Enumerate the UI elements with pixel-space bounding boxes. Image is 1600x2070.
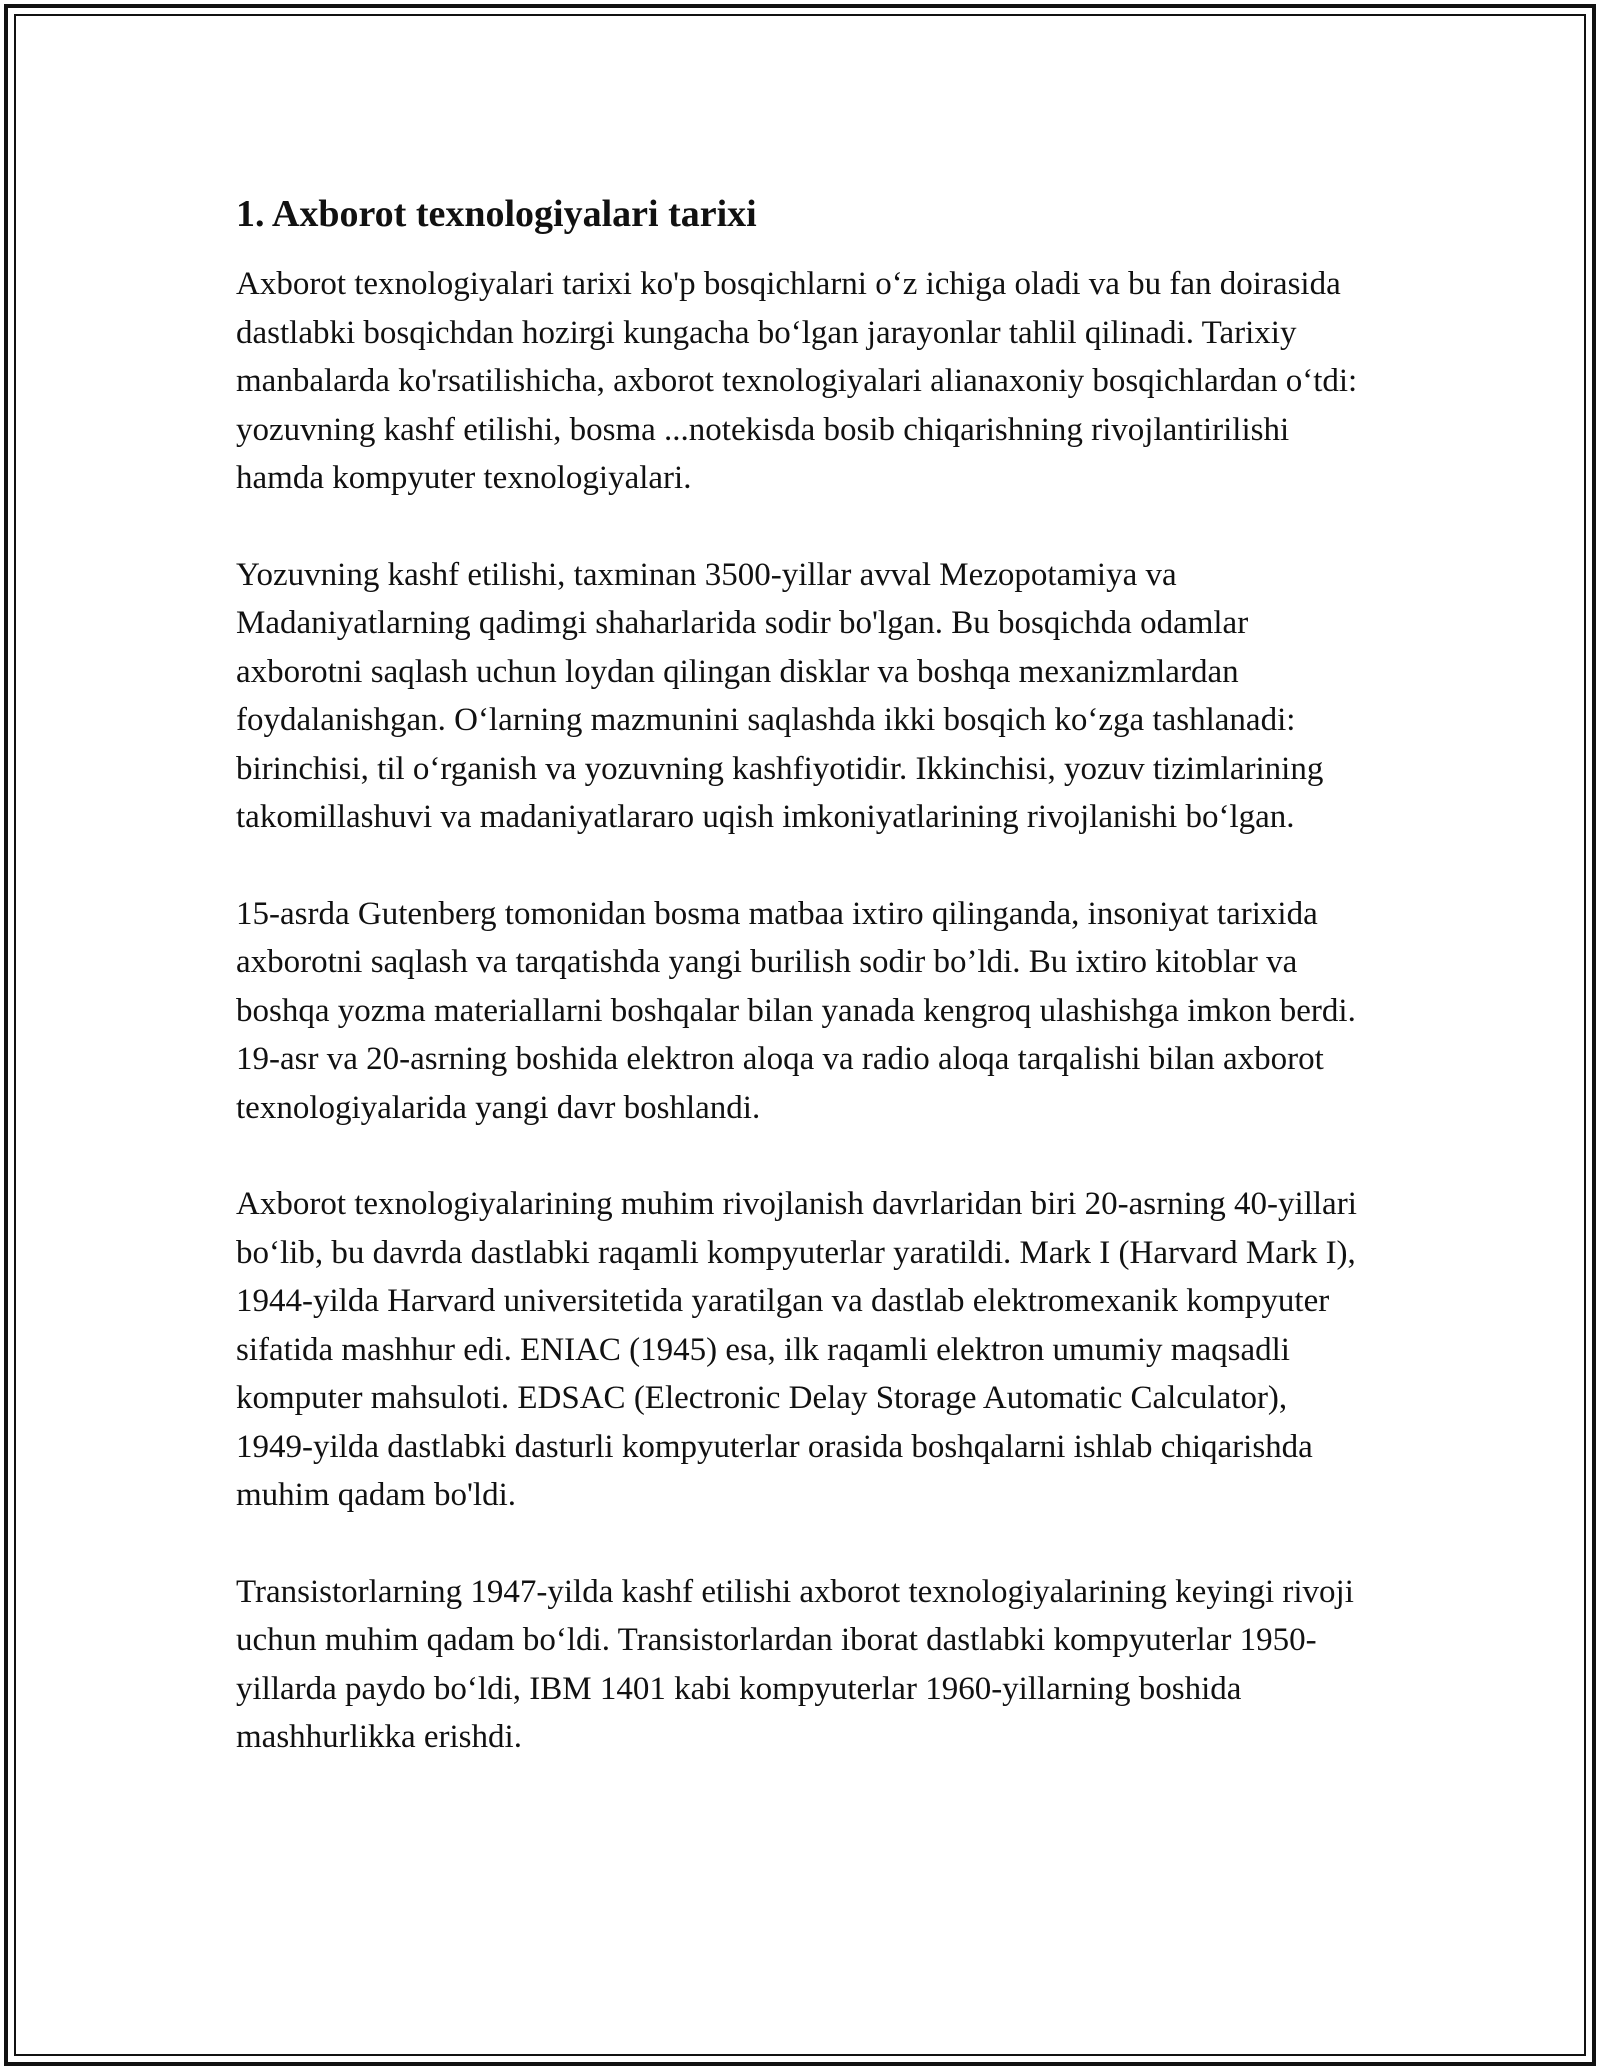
paragraph-2: Yozuvning kashf etilishi, taxminan 3500-yillar avval Mezopotamiya va Madaniyatlarning qadimgi shaharlarida sodir bo'lgan. Bu bosqichda odamlar axborotni saqlash uchun loydan qilingan disklar va boshqa mexanizmlardan foydalanishgan. O‘larning mazmunini saqlashda ikki bosqich ko‘zga tashlanadi: birinchisi, til o‘rganish va yozuvning kashfiyotidir. Ikkinchisi, yozuv tizimlarining takomillashuvi va madaniyatlararo uqish imkoniyatlarining rivojlanishi bo‘lgan. (236, 556, 1324, 835)
paragraph-3: 15-asrda Gutenberg tomonidan bosma matbaa ixtiro qilinganda, insoniyat tarixida axborotni saqlash va tarqatishda yangi burilish sodir bo’ldi. Bu ixtiro kitoblar va boshqa yozma materiallarni boshqalar bilan yanada kengroq ulashishga imkon berdi. 19-asr va 20-asrning boshida elektron aloqa va radio aloqa tarqalishi bilan axborot texnologiyalarida yangi davr boshlandi. (236, 895, 1356, 1126)
document-body (236, 186, 1366, 1762)
paragraph-4: Axborot texnologiyalarining muhim rivojlanish davrlaridan biri 20-asrning 40-yillari bo‘lib, bu davrda dastlabki raqamli kompyuterlar yaratildi. Mark I (Harvard Mark I), 1944-yilda Harvard universitetida yaratilgan va dastlab elektromexanik kompyuter sifatida mashhur edi. ENIAC (1945) esa, ilk raqamli elektron umumiy maqsadli komputer mahsuloti. EDSAC (Electronic Delay Storage Automatic Calculator), 1949-yilda dastlabki dasturli kompyuterlar orasida boshqalarni ishlab chiqarishda muhim qadam bo'ldi. (236, 1186, 1357, 1513)
page-title: 1. Axborot texnologiyalari tarixi (236, 193, 757, 235)
paragraph-1: Axborot texnologiyalari tarixi ko'p bosqichlarni o‘z ichiga oladi va bu fan doirasida dastlabki bosqichdan hozirgi kungacha bo‘lgan jarayonlar tahlil qilinadi. Tarixiy manbalarda ko'rsatilishicha, axborot texnologiyalari alianaxoniy bosqichlardan o‘tdi: yozuvning kashf etilishi, bosma ...notekisda bosib chiqarishning rivojlantirilishi hamda kompyuter texnologiyalari. (236, 266, 1358, 496)
paragraph-5: Transistorlarning 1947-yilda kashf etilishi axborot texnologiyalarining keyingi rivoji uchun muhim qadam bo‘ldi. Transistorlardan iborat dastlabki kompyuterlar 1950-yillarda paydo bo‘ldi, IBM 1401 kabi kompyuterlar 1960-yillarning boshida mashhurlikka erishdi. (236, 1573, 1354, 1755)
